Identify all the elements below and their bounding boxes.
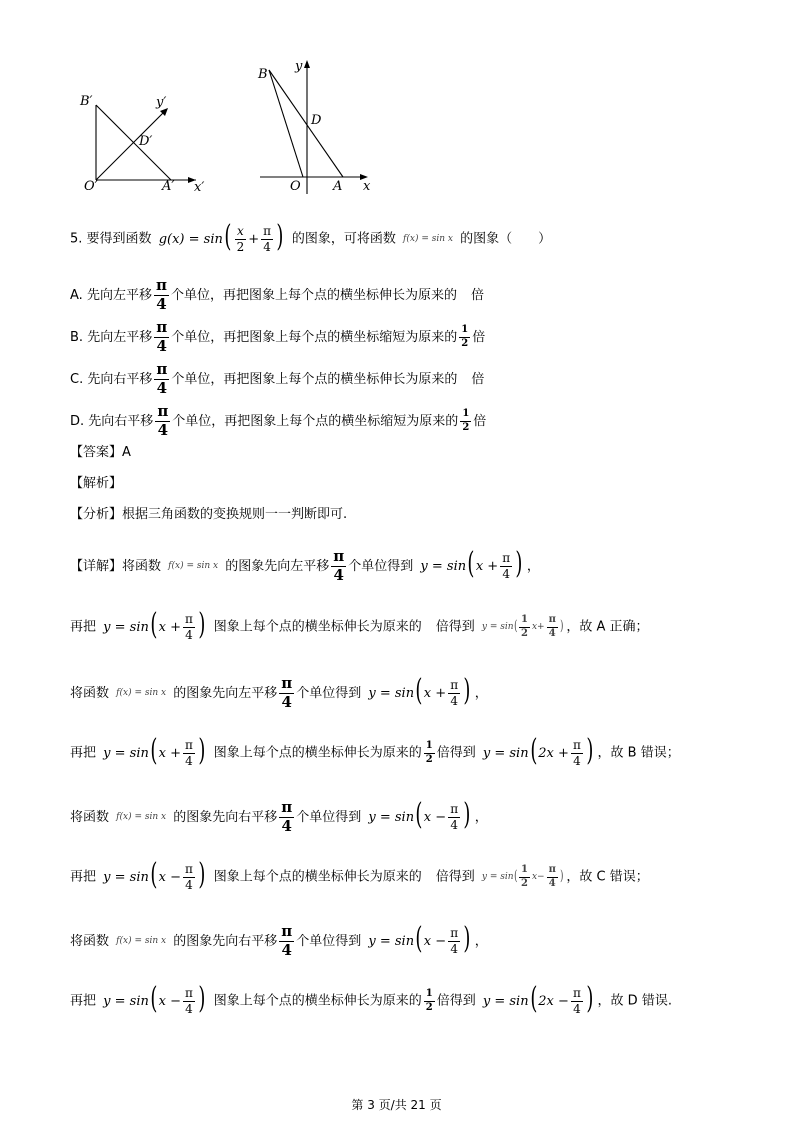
formula-x-minus-pi-4: y = sin ( x − $\frac{\pi}{4}$ ) [368, 797, 471, 833]
formula-x-plus-pi-4: y = sin ( x + $\frac{\pi}{4}$ ) [103, 733, 206, 768]
detail-line-4: 再把 y = sin ( x + $\frac{\pi}{4}$ ) 图象上每个点的横坐标伸长为原来的 $\frac{1}{2}$ 倍得到 y = sin ( 2x + $\frac{\pi}{4}$ ) ，故 B 错误； [70, 733, 680, 768]
page-footer: 第 3 页/共 21 页 [351, 1098, 442, 1112]
label-O-prime: O′ [84, 179, 98, 194]
g-formula: g(x) = sin ( $\frac{x}{2}$ + $\frac{\pi}{4}$ ) [158, 219, 284, 254]
figure-oblique-svg [76, 88, 216, 198]
detail-line-6: 再把 y = sin ( x − $\frac{\pi}{4}$ ) 图象上每个点的横坐标伸长为原来的 倍得到 y = sin ( $\frac{1}{2}$ x − $\frac{\pi}{4}$ ) ，故 C 错误； [70, 857, 649, 892]
analysis-summary: 【分析】根据三角函数的变换规则一一判断即可. [70, 507, 348, 522]
label-y-prime: y′ [156, 95, 167, 110]
label-O: O [290, 179, 301, 194]
frac-one-half: $\frac{1}{2}$ [425, 740, 433, 765]
frac-pi-over-4: $\frac{\pi}{4}$ [281, 798, 293, 835]
paren-open: ( [224, 219, 232, 254]
detail-line-8: 再把 y = sin ( x − $\frac{\pi}{4}$ ) 图象上每个点的横坐标伸长为原来的 $\frac{1}{2}$ 倍得到 y = sin ( 2x − $\frac{\pi}{4}$ ) ，故 D 错误. [70, 981, 672, 1016]
frac-pi-over-4: $\frac{\pi}{4}$ [263, 223, 272, 254]
detail-line-1: 【详解】将函数 f(x) = sin x 的图象先向左平移 $\frac{\pi}{4}$ 个单位得到 y = sin ( x + $\frac{\pi}{4}$ ) ， [70, 546, 540, 584]
frac-one-half: $\frac{1}{2}$ [462, 408, 470, 433]
question-suffix: 的图象（ ） [460, 231, 552, 247]
option-label: C. [70, 371, 84, 387]
detail-line-3: 将函数 f(x) = sin x 的图象先向左平移 $\frac{\pi}{4}$ 个单位得到 y = sin ( x + $\frac{\pi}{4}$ ) ， [70, 673, 488, 711]
label-y: y [295, 59, 303, 74]
frac-pi-over-4: $\frac{\pi}{4}$ [281, 674, 293, 711]
frac-one-half: $\frac{1}{2}$ [461, 324, 469, 349]
paren-close: ) [276, 219, 284, 254]
g-lhs: g(x) = sin [158, 231, 223, 247]
answer-line: 【答案】A [70, 445, 131, 460]
formula-half-x-minus-pi-4: y = sin ( $\frac{1}{2}$ x − $\frac{\pi}{4}$ ) [481, 864, 564, 889]
label-B: B [258, 67, 268, 82]
label-A-prime: A′ [162, 179, 175, 194]
formula-x-minus-pi-4: y = sin ( x − $\frac{\pi}{4}$ ) [368, 921, 471, 957]
detail-line-2: 再把 y = sin ( x + $\frac{\pi}{4}$ ) 图象上每个点的横坐标伸长为原来的 倍得到 y = sin ( $\frac{1}{2}$ x + $\frac{\pi}{4}$ ) ，故 A 正确； [70, 607, 649, 642]
formula-2x-minus-pi-4: y = sin ( 2x − $\frac{\pi}{4}$ ) [482, 981, 594, 1016]
detail-line-5: 将函数 f(x) = sin x 的图象先向右平移 $\frac{\pi}{4}$ 个单位得到 y = sin ( x − $\frac{\pi}{4}$ ) ， [70, 797, 488, 835]
option-label: D. [70, 413, 85, 429]
detail-line-7: 将函数 f(x) = sin x 的图象先向右平移 $\frac{\pi}{4}$ 个单位得到 y = sin ( x − $\frac{\pi}{4}$ ) ， [70, 921, 488, 959]
option-label: A. [70, 287, 83, 303]
frac-pi-over-4: $\frac{\pi}{4}$ [157, 402, 169, 439]
formula-x-minus-pi-4: y = sin ( x − $\frac{\pi}{4}$ ) [103, 857, 206, 892]
analysis-heading: 【解析】 [70, 476, 123, 491]
formula-x-minus-pi-4: y = sin ( x − $\frac{\pi}{4}$ ) [103, 981, 206, 1016]
frac-x-over-2: $\frac{x}{2}$ [236, 223, 245, 254]
frac-pi-over-4: $\frac{\pi}{4}$ [156, 360, 168, 397]
frac-pi-over-4: $\frac{\pi}{4}$ [281, 922, 293, 959]
label-B-prime: B′ [80, 94, 93, 109]
formula-x-plus-pi-4: y = sin ( x + $\frac{\pi}{4}$ ) [368, 673, 471, 709]
label-A: A [333, 179, 343, 194]
question-stem [70, 219, 552, 254]
frac-pi-over-4: $\frac{\pi}{4}$ [155, 276, 167, 313]
question-number: 5. [70, 231, 83, 247]
option-label: B. [70, 329, 84, 345]
f-formula: f(x) = sin x [403, 233, 453, 244]
figure-original-svg [255, 58, 380, 198]
frac-one-half: $\frac{1}{2}$ [425, 988, 433, 1013]
question-mid: 的图象，可将函数 [291, 231, 396, 247]
figure-original [255, 58, 380, 198]
formula-x-plus-pi-4: y = sin ( x + $\frac{\pi}{4}$ ) [103, 607, 206, 642]
formula-2x-plus-pi-4: y = sin ( 2x + $\frac{\pi}{4}$ ) [482, 733, 594, 768]
option-a[interactable]: A. 先向左平移 $\frac{\pi}{4}$ 个单位，再把图象上每个点的横坐标伸长为原来的 倍 [70, 276, 484, 313]
label-D-prime: D′ [139, 134, 153, 149]
label-x: x [363, 179, 371, 194]
option-c[interactable]: C. 先向右平移 $\frac{\pi}{4}$ 个单位，再把图象上每个点的横坐标伸长为原来的 倍 [70, 360, 485, 397]
option-b[interactable]: B. 先向左平移 $\frac{\pi}{4}$ 个单位，再把图象上每个点的横坐标缩短为原来的 $\frac{1}{2}$ 倍 [70, 318, 486, 355]
option-d[interactable]: D. 先向右平移 $\frac{\pi}{4}$ 个单位，再把图象上每个点的横坐标缩短为原来的 $\frac{1}{2}$ 倍 [70, 402, 487, 439]
formula-half-x-plus-pi-4: y = sin ( $\frac{1}{2}$ x + $\frac{\pi}{4}$ ) [481, 614, 564, 639]
figure-oblique [76, 88, 216, 198]
formula-x-plus-pi-4: y = sin ( x + $\frac{\pi}{4}$ ) [420, 546, 523, 582]
label-D: D [311, 113, 322, 128]
frac-pi-over-4: $\frac{\pi}{4}$ [333, 547, 345, 584]
question-prefix: 要得到函数 [86, 231, 152, 247]
frac-pi-over-4: $\frac{\pi}{4}$ [156, 318, 168, 355]
label-x-prime: x′ [194, 180, 205, 195]
